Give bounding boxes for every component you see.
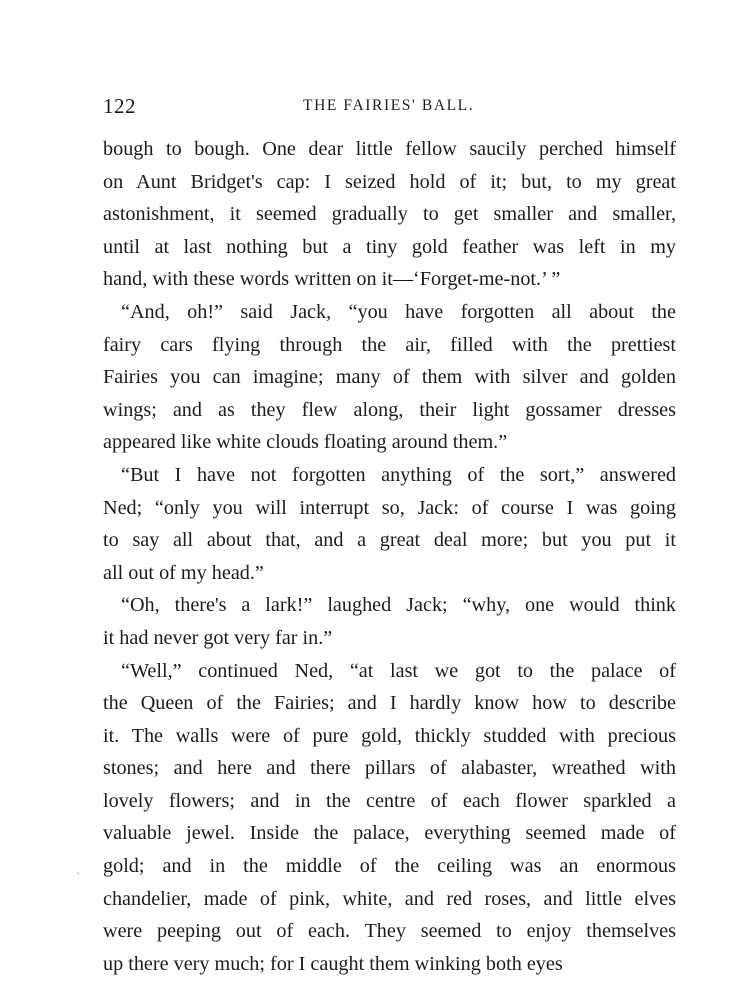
text-line: “And, oh!” said Jack, “you have forgotten all about the: [121, 300, 676, 323]
text-line: were peeping out of each. They seemed to enjoy themselves: [103, 920, 676, 943]
paragraph: [103, 459, 676, 589]
text-line: appeared like white clouds floating around them.”: [103, 431, 508, 454]
text-line: stones; and here and there pillars of alabaster, wreathed with: [103, 757, 676, 780]
text-line: chandelier, made of pink, white, and red roses, and little elves: [103, 887, 676, 910]
text-line: to say all about that, and a great deal more; but you put it: [103, 529, 676, 552]
text-line: Ned; “only you will interrupt so, Jack: of course I was going: [103, 496, 676, 519]
text-line: lovely flowers; and in the centre of each flower sparkled a: [103, 789, 676, 812]
text-line: wings; and as they flew along, their light gossamer dresses: [103, 398, 676, 421]
text-line: “Oh, there's a lark!” laughed Jack; “why, one would think: [121, 594, 676, 617]
text-line: all out of my head.”: [103, 561, 264, 584]
body-text: [103, 133, 676, 980]
margin-speck: ·: [76, 866, 80, 880]
text-line: on Aunt Bridget's cap: I seized hold of it; but, to my great: [103, 170, 676, 193]
paragraph: [103, 655, 676, 981]
page-header: [103, 94, 676, 118]
paragraph: [103, 589, 676, 654]
paragraph: [103, 133, 676, 296]
text-line: bough to bough. One dear little fellow saucily perched himself: [103, 138, 676, 160]
text-line: Fairies you can imagine; many of them with silver and golden: [103, 366, 676, 389]
paragraph: [103, 296, 676, 459]
text-line: it. The walls were of pure gold, thickly studded with precious: [103, 724, 676, 747]
text-line: “But I have not forgotten anything of the sort,” answered: [121, 463, 676, 486]
text-line: valuable jewel. Inside the palace, everything seemed made of: [103, 822, 676, 845]
text-line: it had never got very far in.”: [103, 626, 333, 649]
page-number: 122: [103, 94, 136, 118]
text-line: hand, with these words written on it—‘Forget-me-not.’ ”: [103, 268, 561, 291]
text-line: gold; and in the middle of the ceiling was an enormous: [103, 855, 676, 878]
text-line: astonishment, it seemed gradually to get smaller and smaller,: [103, 203, 676, 226]
text-line: fairy cars flying through the air, filled with the prettiest: [103, 333, 676, 356]
running-title: THE FAIRIES' BALL.: [303, 97, 475, 114]
text-line: “Well,” continued Ned, “at last we got to the palace of: [121, 659, 676, 682]
text-line: until at last nothing but a tiny gold feather was left in my: [103, 235, 676, 258]
text-line: up there very much; for I caught them winking both eyes: [103, 952, 563, 975]
text-line: the Queen of the Fairies; and I hardly know how to describe: [103, 692, 676, 715]
